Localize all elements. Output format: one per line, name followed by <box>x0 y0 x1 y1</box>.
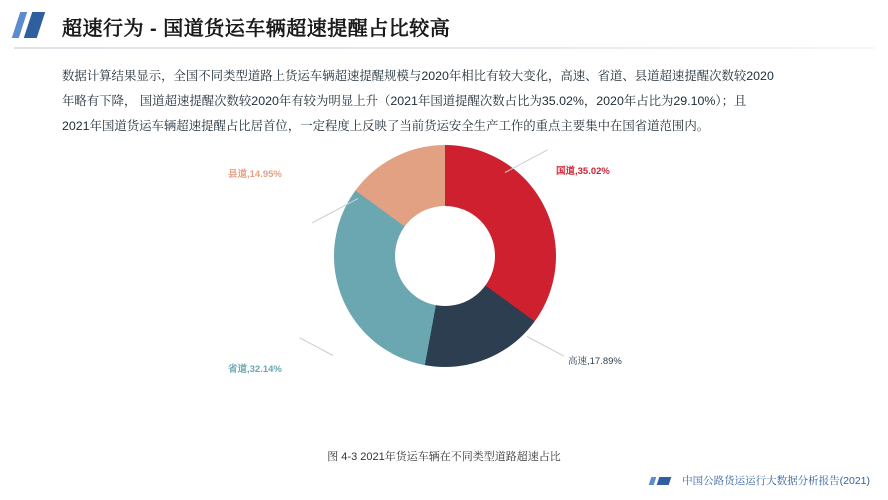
footer-logo-icon <box>650 475 676 486</box>
slide-footer <box>650 473 870 488</box>
slice-label-xiandao: 县道,14.95% <box>228 169 282 180</box>
figure-caption: 图 4-3 2021年货运车辆在不同类型道路超速占比 <box>327 451 561 463</box>
paragraph-line-1: 数据计算结果显示，全国不同类型道路上货运车辆超速提醒规模与2020年相比有较大变化，高速、省道、县道超速提醒次数较2020 <box>62 69 774 83</box>
paragraph-line-3: 2021年国道货运车辆超速提醒占比居首位，一定程度上反映了当前货运安全生产工作的重点主要集中在国省道范围内。 <box>62 119 710 133</box>
paragraph-line-2: 年略有下降， 国道超速提醒次数较2020年有较为明显上升（2021年国道提醒次数占比为35.02%，2020年占比为29.10%）；且 <box>62 94 747 108</box>
leader-line-shengdao <box>299 337 333 356</box>
donut-wrapper <box>334 140 556 450</box>
slice-label-shengdao: 省道,32.14% <box>228 364 282 375</box>
page-title: 超速行为 - 国道货运车辆超速提醒占比较高 <box>62 18 451 40</box>
donut-chart <box>0 140 888 450</box>
slice-label-guodao: 国道,35.02% <box>556 166 610 177</box>
header-divider <box>14 47 874 49</box>
slide-header <box>0 0 888 52</box>
footer-label: 中国公路货运运行大数据分析报告(2021) <box>682 475 870 487</box>
brand-logo-icon <box>14 10 54 40</box>
body-paragraph <box>62 64 826 139</box>
slice-label-gaosu: 高速,17.89% <box>568 356 622 367</box>
donut-center-hole <box>395 206 495 306</box>
